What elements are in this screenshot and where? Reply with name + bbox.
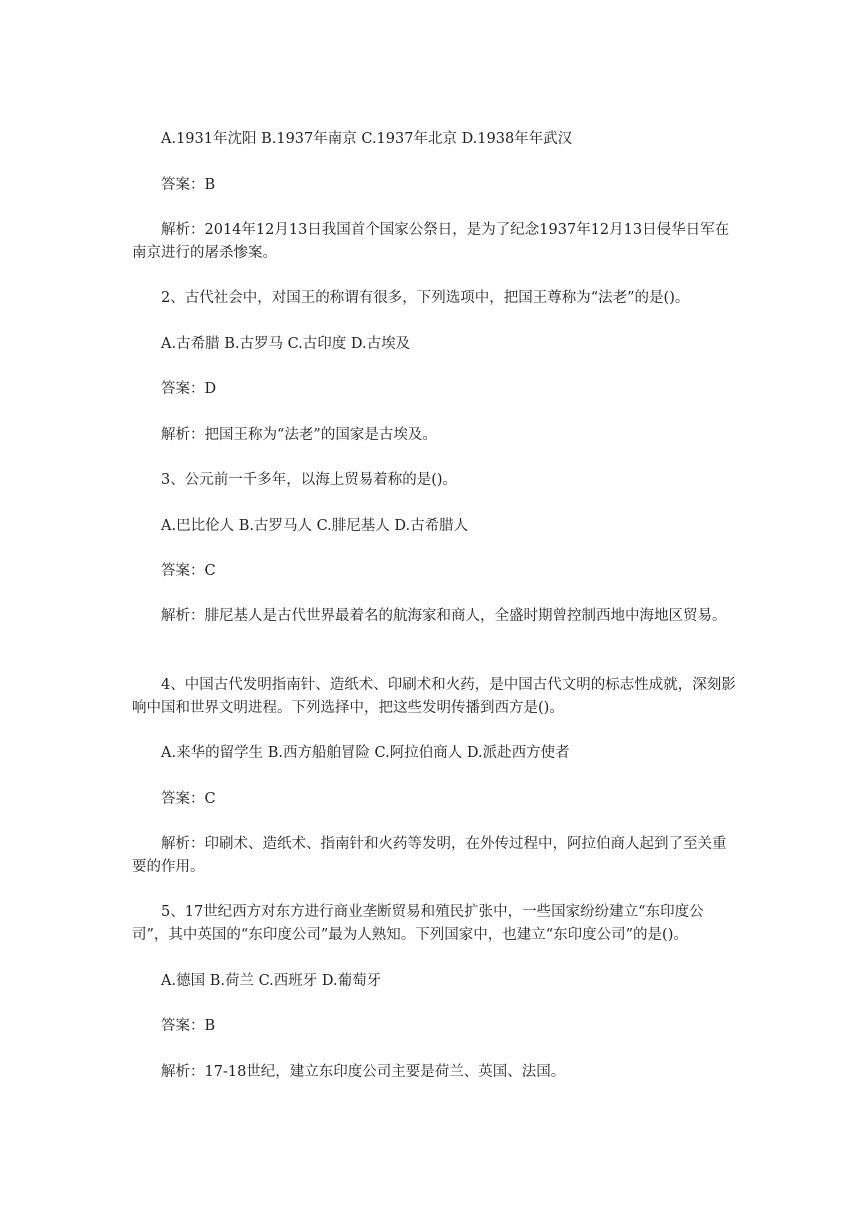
q2-options: A.古希腊 B.古罗马 C.古印度 D.古埃及 bbox=[161, 336, 411, 352]
q4-explanation: 解析：印刷术、造纸术、指南针和火药等发明，在外传过程中，阿拉伯商人起到了至关重要的作用。 bbox=[132, 836, 727, 875]
q4-answer: 答案：C bbox=[161, 791, 216, 807]
q1-explanation: 解析：2014年12月13日我国首个国家公祭日，是为了纪念1937年12月13日侵华日军在南京进行的屠杀惨案。 bbox=[132, 222, 730, 261]
q2-explanation: 解析：把国王称为“法老”的国家是古埃及。 bbox=[161, 427, 437, 443]
q3-explanation: 解析：腓尼基人是古代世界最着名的航海家和商人，全盛时期曾控制西地中海地区贸易。 bbox=[161, 608, 727, 624]
q5-answer: 答案：B bbox=[161, 1018, 216, 1034]
q5-explanation: 解析：17-18世纪，建立东印度公司主要是荷兰、英国、法国。 bbox=[161, 1064, 566, 1080]
q1-options: A.1931年沈阳 B.1937年南京 C.1937年北京 D.1938年年武汉 bbox=[161, 131, 573, 147]
q5-options: A.德国 B.荷兰 C.西班牙 D.葡萄牙 bbox=[161, 973, 382, 989]
q1-answer: 答案：B bbox=[161, 177, 216, 193]
q4-question: 4、中国古代发明指南针、造纸术、印刷术和火药，是中国古代文明的标志性成就，深刻影响中国和世界文明进程。下列选择中，把这些发明传播到西方是()。 bbox=[132, 677, 736, 716]
q3-question: 3、公元前一千多年，以海上贸易着称的是()。 bbox=[161, 472, 458, 488]
q2-answer: 答案：D bbox=[161, 381, 217, 397]
q5-question: 5、17世纪西方对东方进行商业垄断贸易和殖民扩张中，一些国家纷纷建立“东印度公司”，其中英国的“东印度公司”最为人熟知。下列国家中，也建立“东印度公司”的是()。 bbox=[132, 904, 704, 943]
q3-options: A.巴比伦人 B.古罗马人 C.腓尼基人 D.古希腊人 bbox=[161, 518, 469, 534]
q4-options: A.来华的留学生 B.西方船舶冒险 C.阿拉伯商人 D.派赴西方使者 bbox=[161, 745, 570, 761]
q2-question: 2、古代社会中，对国王的称谓有很多，下列选项中，把国王尊称为“法老”的是()。 bbox=[161, 290, 690, 306]
q3-answer: 答案：C bbox=[161, 563, 216, 579]
